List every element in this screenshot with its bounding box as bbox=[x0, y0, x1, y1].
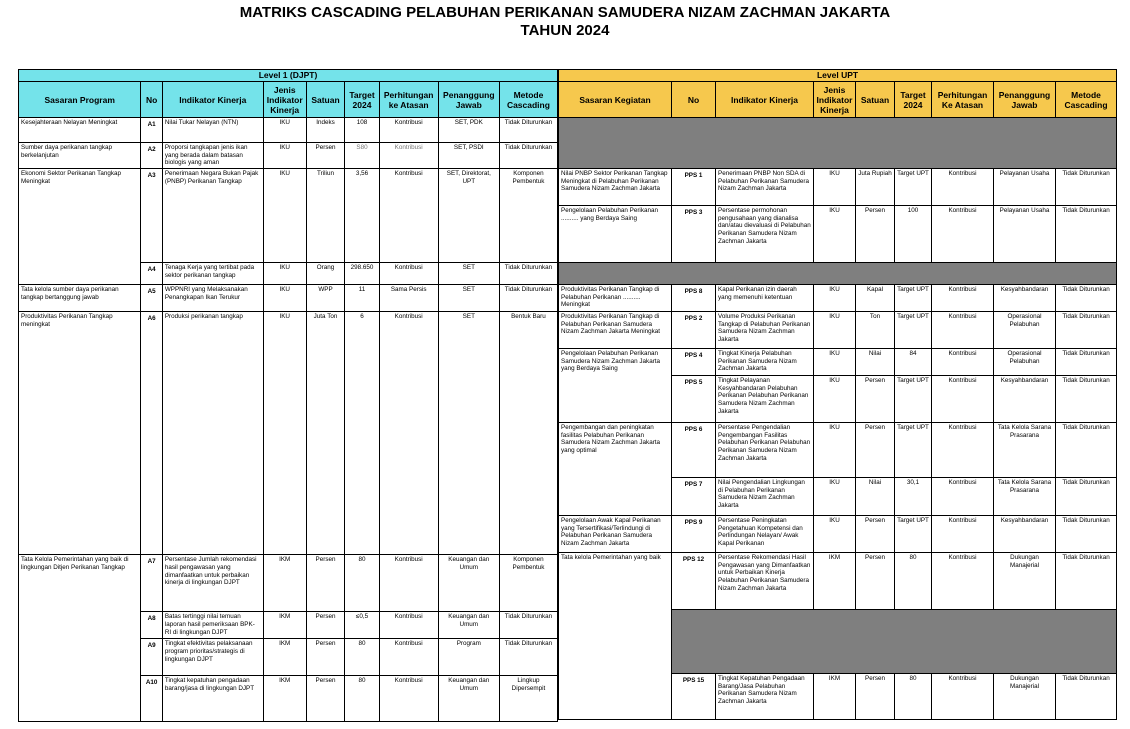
perhitungan-cell: Kontribusi bbox=[379, 312, 438, 555]
indikator-cell: Nilai Tukar Nelayan (NTN) bbox=[162, 118, 263, 143]
jenis-cell: IKU bbox=[814, 376, 856, 423]
satuan-cell: Ton bbox=[856, 312, 895, 349]
row-number: PPS 4 bbox=[672, 349, 716, 376]
header-satuan: Satuan bbox=[856, 82, 895, 118]
satuan-cell: Kapal bbox=[856, 285, 895, 312]
row-number: PPS 7 bbox=[672, 478, 716, 516]
row-number: PPS 12 bbox=[672, 553, 716, 610]
header-metode: Metode Cascading bbox=[1056, 82, 1117, 118]
sasaran-kegiatan-cell: Tata kelola Pemerintahan yang baik bbox=[559, 553, 672, 720]
target-cell: Target UPT bbox=[895, 312, 932, 349]
satuan-cell: Persen bbox=[306, 676, 345, 722]
metode-cell: Tidak Diturunkan bbox=[1056, 674, 1117, 720]
jenis-cell: IKU bbox=[814, 285, 856, 312]
jenis-cell: IKU bbox=[814, 312, 856, 349]
sasaran-program-cell: Kesejahteraan Nelayan Meningkat bbox=[19, 118, 141, 143]
target-cell: Target UPT bbox=[895, 169, 932, 206]
metode-cell: Tidak Diturunkan bbox=[1056, 169, 1117, 206]
target-cell: 108 bbox=[345, 118, 379, 143]
indikator-cell: Penerimaan Negara Bukan Pajak (PNBP) Perikanan Tangkap bbox=[162, 169, 263, 263]
indikator-cell: Kapal Perikanan izin daerah yang memenuhi ketentuan bbox=[716, 285, 814, 312]
pj-cell: SET, Direktorat, UPT bbox=[438, 169, 499, 263]
perhitungan-cell: Kontribusi bbox=[932, 312, 994, 349]
row-number: A8 bbox=[141, 612, 162, 639]
pj-cell: Pelayanan Usaha bbox=[994, 206, 1056, 263]
satuan-cell: Indeks bbox=[306, 118, 345, 143]
perhitungan-cell: Kontribusi bbox=[379, 263, 438, 285]
perhitungan-cell: Kontribusi bbox=[932, 285, 994, 312]
pj-cell: Kesyahbandaran bbox=[994, 285, 1056, 312]
level1-label: Level 1 (DJPT) bbox=[19, 70, 558, 82]
header-indikator-kinerja: Indikator Kinerja bbox=[716, 82, 814, 118]
sasaran-kegiatan-cell: Produktivitas Perikanan Tangkap di Pelabuhan Perikanan .......... Meningkat bbox=[559, 285, 672, 312]
indikator-cell: Tingkat Kepatuhan Pengadaan Barang/Jasa Pelabuhan Perikanan Samudera Nizam Zachman Jakarta bbox=[716, 674, 814, 720]
empty-gray-band bbox=[559, 118, 1117, 169]
header-penanggung-jawab: Penanggung Jawab bbox=[438, 82, 499, 118]
satuan-cell: Persen bbox=[856, 553, 895, 610]
metode-cell: Tidak Diturunkan bbox=[499, 612, 557, 639]
metode-cell: Tidak Diturunkan bbox=[1056, 349, 1117, 376]
row-number: PPS 6 bbox=[672, 423, 716, 478]
header-jenis-indikator: Jenis Indikator Kinerja bbox=[263, 82, 306, 118]
pj-cell: Dukungan Manajerial bbox=[994, 674, 1056, 720]
metode-cell: Tidak Diturunkan bbox=[1056, 312, 1117, 349]
pj-cell: Keuangan dan Umum bbox=[438, 555, 499, 612]
row-number: PPS 5 bbox=[672, 376, 716, 423]
metode-cell: Komponen Pembentuk bbox=[499, 169, 557, 263]
level-upt-label: Level UPT bbox=[559, 70, 1117, 82]
indikator-cell: Tingkat Pelayanan Kesyahbandaran Pelabuhan Perikanan Pelabuhan Perikanan Samudera Nizam Zachman Jakarta bbox=[716, 376, 814, 423]
pj-cell: SET bbox=[438, 312, 499, 555]
table-row bbox=[19, 555, 558, 612]
satuan-cell: Persen bbox=[306, 555, 345, 612]
row-number: A5 bbox=[141, 285, 162, 312]
metode-cell: Komponen Pembentuk bbox=[499, 555, 557, 612]
target-cell: 80 bbox=[345, 555, 379, 612]
perhitungan-cell: Kontribusi bbox=[932, 169, 994, 206]
header-metode: Metode Cascading bbox=[499, 82, 557, 118]
jenis-cell: IKU bbox=[263, 118, 306, 143]
target-cell: Target UPT bbox=[895, 285, 932, 312]
target-cell: 80 bbox=[345, 639, 379, 676]
header-sasaran-kegiatan: Sasaran Kegiatan bbox=[559, 82, 672, 118]
indikator-cell: Tenaga Kerja yang tertibat pada sektor perikanan tangkap bbox=[162, 263, 263, 285]
metode-cell: Tidak Diturunkan bbox=[499, 285, 557, 312]
pj-cell: Operasional Pelabuhan bbox=[994, 349, 1056, 376]
satuan-cell: Orang bbox=[306, 263, 345, 285]
target-cell: 6 bbox=[345, 312, 379, 555]
indikator-cell: Tingkat Kinerja Pelabuhan Perikanan Samudera Nizam Zachman Jakarta bbox=[716, 349, 814, 376]
jenis-cell: IKU bbox=[814, 349, 856, 376]
target-cell: 100 bbox=[895, 206, 932, 263]
pj-cell: Keuangan dan Umum bbox=[438, 676, 499, 722]
header-perhitungan: Perhitungan ke Atasan bbox=[379, 82, 438, 118]
indikator-cell: WPPNRI yang Melaksanakan Penangkapan Ikan Terukur bbox=[162, 285, 263, 312]
row-number: PPS 3 bbox=[672, 206, 716, 263]
sasaran-program-cell: Tata Kelola Pemerintahan yang baik di lingkungan Ditjen Perikanan Tangkap bbox=[19, 555, 141, 722]
jenis-cell: IKM bbox=[814, 553, 856, 610]
jenis-cell: IKU bbox=[263, 143, 306, 169]
target-cell: 30,1 bbox=[895, 478, 932, 516]
jenis-cell: IKU bbox=[814, 478, 856, 516]
pj-cell: SET bbox=[438, 285, 499, 312]
jenis-cell: IKU bbox=[814, 206, 856, 263]
sasaran-kegiatan-cell: Pengelolaan Pelabuhan Perikanan .......... yang Berdaya Saing bbox=[559, 206, 672, 263]
level-upt-table bbox=[558, 69, 1117, 720]
row-number: PPS 9 bbox=[672, 516, 716, 553]
pj-cell: SET, PDK bbox=[438, 118, 499, 143]
sasaran-kegiatan-cell: Pengelolaan Pelabuhan Perikanan Samudera Nizam Zachman Jakarta yang Berdaya Saing bbox=[559, 349, 672, 423]
sasaran-program-cell: Ekonomi Sektor Perikanan Tangkap Meningkat bbox=[19, 169, 141, 285]
target-cell: 11 bbox=[345, 285, 379, 312]
pj-cell: Program bbox=[438, 639, 499, 676]
perhitungan-cell: Kontribusi bbox=[932, 423, 994, 478]
sasaran-program-cell: Produktivitas Perikanan Tangkap meningkat bbox=[19, 312, 141, 555]
satuan-cell: Persen bbox=[856, 674, 895, 720]
sasaran-kegiatan-cell: Pengelolaan Awak Kapal Perikanan yang Tersertifikasi/Terlindungi di Pelabuhan Perikanan Samudera Nizam Zachman Jakarta bbox=[559, 516, 672, 553]
table-row bbox=[19, 312, 558, 555]
perhitungan-cell: Kontribusi bbox=[932, 349, 994, 376]
satuan-cell: Nilai bbox=[856, 349, 895, 376]
indikator-cell: Persentase Rekomendasi Hasil Pengawasan yang Dimanfaatkan untuk Perbaikan Kinerja Pelabuhan Perikanan Samudera Nizam Zachman Jakarta bbox=[716, 553, 814, 610]
perhitungan-cell: Kontribusi bbox=[932, 206, 994, 263]
header-target: Target 2024 bbox=[345, 82, 379, 118]
metode-cell: Tidak Diturunkan bbox=[1056, 285, 1117, 312]
document-title: MATRIKS CASCADING PELABUHAN PERIKANAN SAMUDERA NIZAM ZACHMAN JAKARTA bbox=[239, 4, 891, 21]
document-year: TAHUN 2024 bbox=[520, 22, 610, 39]
indikator-cell: Tingkat kepatuhan pengadaan barang/jasa di lingkungan DJPT bbox=[162, 676, 263, 722]
metode-cell: Tidak Diturunkan bbox=[1056, 206, 1117, 263]
row-number: PPS 8 bbox=[672, 285, 716, 312]
jenis-cell: IKU bbox=[263, 263, 306, 285]
satuan-cell: WPP bbox=[306, 285, 345, 312]
sasaran-program-cell: Tata kelola sumber daya perikanan tangkap bertanggung jawab bbox=[19, 285, 141, 312]
jenis-cell: IKM bbox=[263, 555, 306, 612]
row-number: A9 bbox=[141, 639, 162, 676]
header-target: Target 2024 bbox=[895, 82, 932, 118]
jenis-cell: IKU bbox=[814, 423, 856, 478]
pj-cell: Kesyahbandaran bbox=[994, 516, 1056, 553]
sasaran-kegiatan-cell: Pengembangan dan peningkatan fasilitas Pelabuhan Perikanan Samudera Nizam Zachman Jakarta yang optimal bbox=[559, 423, 672, 516]
target-cell: 84 bbox=[895, 349, 932, 376]
perhitungan-cell: Kontribusi bbox=[932, 674, 994, 720]
header-jenis-indikator: Jenis Indikator Kinerja bbox=[814, 82, 856, 118]
table-row bbox=[559, 516, 1117, 553]
satuan-cell: Nilai bbox=[856, 478, 895, 516]
satuan-cell: Persen bbox=[856, 423, 895, 478]
jenis-cell: IKU bbox=[263, 169, 306, 263]
pj-cell: Tata Kelola Sarana Prasarana bbox=[994, 478, 1056, 516]
table-row bbox=[559, 423, 1117, 478]
indikator-cell: Proporsi tangkapan jenis ikan yang berada dalam batasan biologis yang aman bbox=[162, 143, 263, 169]
sasaran-kegiatan-cell: Produktivitas Perikanan Tangkap di Pelabuhan Perikanan Samudera Nizam Zachman Jakarta Meningkat bbox=[559, 312, 672, 349]
header-no: No bbox=[141, 82, 162, 118]
indikator-cell: Persentase Pengendalian Pengembangan Fasilitas Pelabuhan Perikanan Pelabuhan Perikanan Samudera Nizam Zachman Jakarta bbox=[716, 423, 814, 478]
jenis-cell: IKU bbox=[263, 285, 306, 312]
row-number: A7 bbox=[141, 555, 162, 612]
jenis-cell: IKM bbox=[263, 612, 306, 639]
table-row bbox=[19, 169, 558, 263]
metode-cell: Tidak Diturunkan bbox=[499, 263, 557, 285]
target-cell: 3,56 bbox=[345, 169, 379, 263]
sasaran-program-cell: Sumber daya perikanan tangkap berkelanjutan bbox=[19, 143, 141, 169]
pj-cell: Pelayanan Usaha bbox=[994, 169, 1056, 206]
indikator-cell: Persentase Peningkatan Pengetahuan Kompetensi dan Perlindungan Nelayan/ Awak Kapal Perikanan bbox=[716, 516, 814, 553]
table-row bbox=[19, 143, 558, 169]
pj-cell: Keuangan dan Umum bbox=[438, 612, 499, 639]
indikator-cell: Volume Produksi Perikanan Tangkap di Pelabuhan Perikanan Samudera Nizam Zachman Jakarta bbox=[716, 312, 814, 349]
target-cell: S80 bbox=[345, 143, 379, 169]
header-satuan: Satuan bbox=[306, 82, 345, 118]
perhitungan-cell: Kontribusi bbox=[379, 169, 438, 263]
row-number: A10 bbox=[141, 676, 162, 722]
table-row bbox=[559, 553, 1117, 610]
metode-cell: Tidak Diturunkan bbox=[499, 639, 557, 676]
metode-cell: Tidak Diturunkan bbox=[1056, 516, 1117, 553]
jenis-cell: IKM bbox=[263, 639, 306, 676]
row-number: PPS 2 bbox=[672, 312, 716, 349]
empty-gray-band bbox=[559, 263, 1117, 285]
jenis-cell: IKU bbox=[814, 516, 856, 553]
metode-cell: Tidak Diturunkan bbox=[1056, 423, 1117, 478]
level1-table bbox=[18, 69, 558, 722]
indikator-cell: Persentase permohonan pengusahaan yang dianalisa dan/atau dievaluasi di Pelabuhan Perikanan Samudera Nizam Zachman Jakarta bbox=[716, 206, 814, 263]
target-cell: 80 bbox=[345, 676, 379, 722]
target-cell: Target UPT bbox=[895, 423, 932, 478]
indikator-cell: Penerimaan PNBP Non SDA di Pelabuhan Perikanan Samudera Nizam Zachman Jakarta bbox=[716, 169, 814, 206]
table-row bbox=[559, 349, 1117, 376]
pj-cell: SET bbox=[438, 263, 499, 285]
satuan-cell: Persen bbox=[856, 516, 895, 553]
table-row bbox=[559, 312, 1117, 349]
pj-cell: Dukungan Manajerial bbox=[994, 553, 1056, 610]
jenis-cell: IKU bbox=[814, 169, 856, 206]
indikator-cell: Produksi perikanan tangkap bbox=[162, 312, 263, 555]
perhitungan-cell: Kontribusi bbox=[932, 376, 994, 423]
perhitungan-cell: Kontribusi bbox=[379, 639, 438, 676]
target-cell: Target UPT bbox=[895, 376, 932, 423]
satuan-cell: Juta Ton bbox=[306, 312, 345, 555]
row-number: PPS 1 bbox=[672, 169, 716, 206]
target-cell: 80 bbox=[895, 674, 932, 720]
perhitungan-cell: Kontribusi bbox=[379, 118, 438, 143]
indikator-cell: Nilai Pengendalian Lingkungan di Pelabuhan Perikanan Samudera Nizam Zachman Jakarta bbox=[716, 478, 814, 516]
row-number: A4 bbox=[141, 263, 162, 285]
table-row bbox=[19, 118, 558, 143]
row-number: A3 bbox=[141, 169, 162, 263]
satuan-cell: Persen bbox=[856, 206, 895, 263]
metode-cell: Tidak Diturunkan bbox=[499, 118, 557, 143]
table-row bbox=[559, 285, 1117, 312]
perhitungan-cell: Kontribusi bbox=[379, 143, 438, 169]
perhitungan-cell: Kontribusi bbox=[932, 553, 994, 610]
metode-cell: Lingkup Dipersempit bbox=[499, 676, 557, 722]
row-number: PPS 15 bbox=[672, 674, 716, 720]
indikator-cell: Tingkat efektivitas pelaksanaan program prioritas/strategis di lingkungan DJPT bbox=[162, 639, 263, 676]
target-cell: 80 bbox=[895, 553, 932, 610]
satuan-cell: Persen bbox=[856, 376, 895, 423]
indikator-cell: Batas tertinggi nilai temuan laporan hasil pemeriksaan BPK-RI di lingkungan DJPT bbox=[162, 612, 263, 639]
perhitungan-cell: Kontribusi bbox=[379, 555, 438, 612]
satuan-cell: Triliun bbox=[306, 169, 345, 263]
pj-cell: SET, PSDI bbox=[438, 143, 499, 169]
header-no: No bbox=[672, 82, 716, 118]
sasaran-kegiatan-cell: Nilai PNBP Sektor Perikanan Tangkap Meningkat di Pelabuhan Perikanan Samudera Nizam Zachman Jakarta bbox=[559, 169, 672, 206]
target-cell: 298.650 bbox=[345, 263, 379, 285]
perhitungan-cell: Kontribusi bbox=[932, 516, 994, 553]
jenis-cell: IKU bbox=[263, 312, 306, 555]
target-cell: Target UPT bbox=[895, 516, 932, 553]
header-indikator-kinerja: Indikator Kinerja bbox=[162, 82, 263, 118]
perhitungan-cell: Kontribusi bbox=[932, 478, 994, 516]
row-number: A6 bbox=[141, 312, 162, 555]
empty-gray-band bbox=[672, 610, 1117, 674]
row-number: A2 bbox=[141, 143, 162, 169]
table-row bbox=[19, 285, 558, 312]
perhitungan-cell: Sama Persis bbox=[379, 285, 438, 312]
satuan-cell: Persen bbox=[306, 612, 345, 639]
metode-cell: Bentuk Baru bbox=[499, 312, 557, 555]
perhitungan-cell: Kontribusi bbox=[379, 676, 438, 722]
pj-cell: Operasional Pelabuhan bbox=[994, 312, 1056, 349]
metode-cell: Tidak Diturunkan bbox=[1056, 376, 1117, 423]
header-penanggung-jawab: Penanggung Jawab bbox=[994, 82, 1056, 118]
target-cell: ≤0,5 bbox=[345, 612, 379, 639]
perhitungan-cell: Kontribusi bbox=[379, 612, 438, 639]
satuan-cell: Persen bbox=[306, 639, 345, 676]
table-row bbox=[559, 206, 1117, 263]
metode-cell: Tidak Diturunkan bbox=[1056, 478, 1117, 516]
metode-cell: Tidak Diturunkan bbox=[499, 143, 557, 169]
metode-cell: Tidak Diturunkan bbox=[1056, 553, 1117, 610]
satuan-cell: Persen bbox=[306, 143, 345, 169]
jenis-cell: IKM bbox=[263, 676, 306, 722]
table-row bbox=[559, 169, 1117, 206]
satuan-cell: Juta Rupiah bbox=[856, 169, 895, 206]
jenis-cell: IKM bbox=[814, 674, 856, 720]
row-number: A1 bbox=[141, 118, 162, 143]
header-sasaran-program: Sasaran Program bbox=[19, 82, 141, 118]
pj-cell: Tata Kelola Sarana Prasarana bbox=[994, 423, 1056, 478]
indikator-cell: Persentase Jumlah rekomendasi hasil pengawasan yang dimanfaatkan untuk perbaikan kinerja di lingkungan DJPT bbox=[162, 555, 263, 612]
pj-cell: Kesyahbandaran bbox=[994, 376, 1056, 423]
header-perhitungan: Perhitungan Ke Atasan bbox=[932, 82, 994, 118]
